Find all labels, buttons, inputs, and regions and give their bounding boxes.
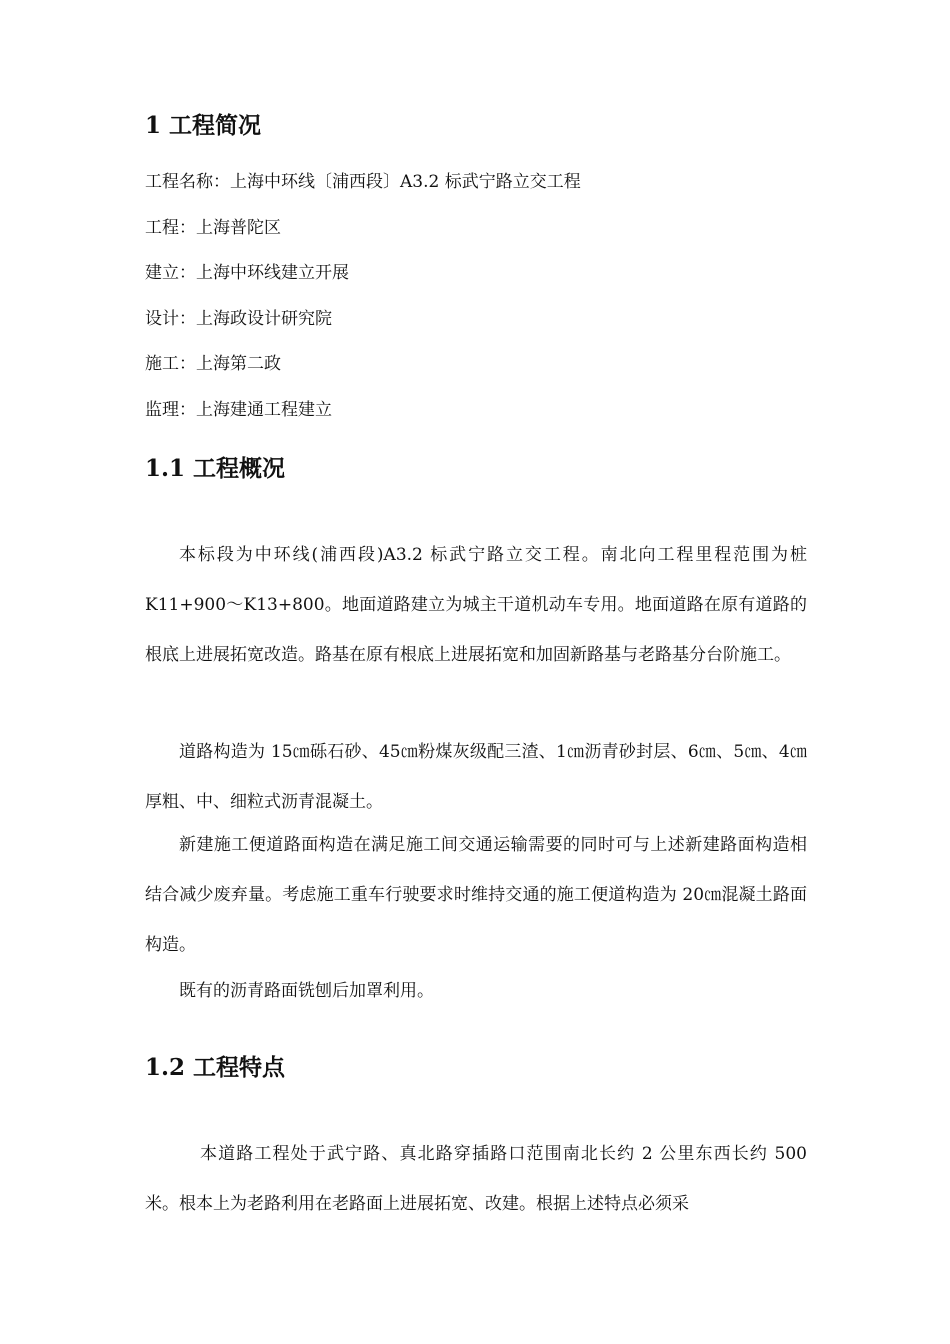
info-builder: 建立：上海中环线建立开展 bbox=[145, 263, 349, 283]
section-title-project-summary: 1 工程简况 bbox=[145, 112, 262, 139]
overview-paragraph-asphalt-reuse: 既有的沥青路面铣刨后加罩利用。 bbox=[179, 981, 434, 1001]
info-supervisor: 监理：上海建通工程建立 bbox=[145, 400, 332, 420]
info-designer: 设计：上海政设计研究院 bbox=[145, 309, 332, 329]
features-paragraph: 本道路工程处于武宁路、真北路穿插路口范围南北长约 2 公里东西长约 500 米。根本上为老路利用在老路面上进展拓宽、改建。根据上述特点必须采 bbox=[145, 1144, 807, 1214]
overview-paragraph-temporary-road: 新建施工便道路面构造在满足施工间交通运输需要的同时可与上述新建路面构造相结合减少废弃量。考虑施工重车行驶要求时维持交通的施工便道构造为 20㎝混凝土路面构造。 bbox=[145, 835, 807, 955]
info-project-name: 工程名称：上海中环线〔浦西段〕A3.2 标武宁路立交工程 bbox=[145, 172, 581, 192]
info-location: 工程：上海普陀区 bbox=[145, 218, 281, 238]
info-constructor: 施工：上海第二政 bbox=[145, 354, 281, 374]
section-title-project-overview: 1.1 工程概况 bbox=[145, 455, 286, 482]
overview-paragraph-road-structure: 道路构造为 15㎝砾石砂、45㎝粉煤灰级配三渣、1㎝沥青砂封层、6㎝、5㎝、4㎝厚粗、中、细粒式沥青混凝土。 bbox=[145, 742, 807, 812]
overview-paragraph-scope: 本标段为中环线(浦西段)A3.2 标武宁路立交工程。南北向工程里程范围为桩K11+900～K13+800。地面道路建立为城主干道机动车专用。地面道路在原有道路的根底上进展拓宽改造。路基在原有根底上进展拓宽和加固新路基与老路基分台阶施工。 bbox=[145, 545, 807, 665]
section-title-project-features: 1.2 工程特点 bbox=[145, 1054, 286, 1081]
